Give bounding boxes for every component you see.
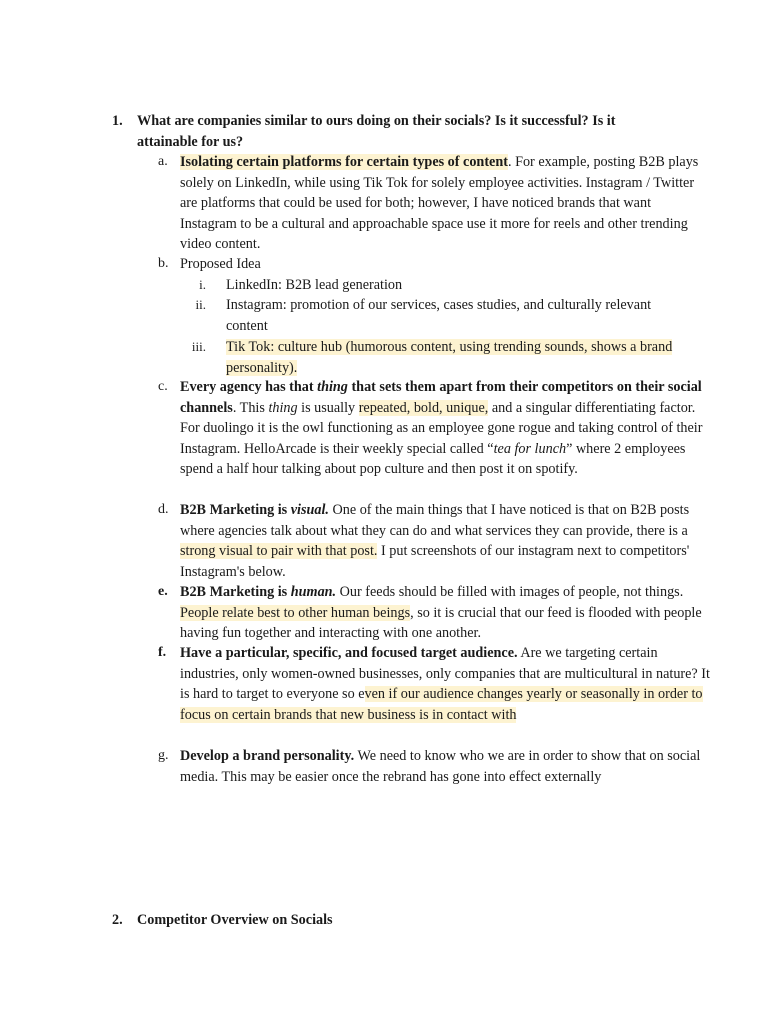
body-text: and a singular differentiating factor. For duolingo it is the owl functioning as an employee gone rogue and taking control of their Instagram. HelloArcade is their weekly special called “	[180, 399, 703, 457]
sub-marker: i.	[199, 277, 206, 292]
sub-item-text	[226, 337, 676, 378]
item-marker: c.	[158, 379, 168, 394]
bold-text: Have a particular, specific, and focused target audience.	[180, 645, 518, 661]
body-text: One of the main things that I have noticed is that on B2B posts where agencies talk about what they can do and what services they can provide, there is a	[180, 502, 690, 539]
italic-text: tea for lunch	[493, 440, 567, 457]
bold-text: Every agency has that	[180, 379, 318, 395]
item-marker: f.	[158, 645, 167, 660]
sub-marker: iii.	[191, 339, 206, 354]
bold-text: Develop a brand personality.	[180, 748, 355, 764]
highlight-text: strong visual to pair with that post.	[180, 543, 378, 559]
question-text: Competitor Overview on Socials	[137, 912, 333, 928]
body-text: . This	[232, 399, 269, 416]
italic-text: thing	[268, 399, 298, 416]
sub-item-text: Instagram: promotion of our services, cases studies, and culturally relevant content	[226, 297, 652, 334]
body-text: We need to know who we are in order to show that on social media. This may be easier once the rebrand has gone into effect externally	[180, 748, 701, 785]
body-text: Are we targeting certain industries, only women-owned businesses, only companies that are multicultural in nature? It is hard to target to everyone so e	[180, 645, 710, 702]
sub-marker: ii.	[195, 297, 206, 312]
highlight-bold: Isolating certain platforms for certain types of content	[180, 154, 508, 170]
question-number: 1.	[112, 113, 123, 129]
bold-italic-text: thing	[317, 379, 348, 395]
item-text	[180, 746, 710, 787]
item-marker: g.	[158, 748, 169, 763]
item-marker: a.	[158, 154, 168, 169]
item-marker: b.	[158, 256, 169, 271]
bold-text: B2B Marketing is	[180, 584, 291, 600]
item-marker: e.	[158, 584, 168, 599]
item-text	[180, 582, 710, 644]
item-text	[180, 500, 710, 582]
item-text	[180, 152, 710, 255]
question-text: What are companies similar to ours doing on their socials? Is it successful? Is it attainable for us?	[137, 113, 616, 150]
item-text	[180, 377, 710, 480]
body-text: . For example, posting B2B plays solely on LinkedIn, while using Tik Tok for solely employee activities. Instagram / Twitter are platforms that could be used for both; however, I have noticed brands that want Instagram to be a cultural and approachable space use it more for reels and other trending video content.	[180, 154, 699, 252]
body-text: , so it is crucial that our feed is flooded with people having fun together and interacting with one another.	[180, 604, 702, 641]
highlight-text: ven if our audience changes yearly or seasonally in order to focus on certain brands that new business is in contact with	[180, 686, 703, 723]
highlight-text: repeated, bold, unique,	[358, 399, 489, 416]
highlight-text: People relate best to other human beings	[180, 604, 411, 621]
item-marker: d.	[158, 502, 169, 517]
body-text: is usually	[297, 399, 359, 416]
bold-italic-text: visual.	[290, 502, 329, 518]
highlight-text: Tik Tok: culture hub (humorous content, using trending sounds, shows a brand personality).	[226, 339, 673, 376]
bold-text: that sets them apart from their competitors on their social channels	[180, 379, 702, 416]
item-text	[180, 643, 710, 725]
body-text: ” where 2 employees spend a half hour talking about pop culture and then post it on spotify.	[180, 440, 686, 477]
body-text: Our feeds should be filled with images of people, not things.	[336, 584, 684, 600]
body-text: I put screenshots of our instagram next to competitors' Instagram's below.	[180, 543, 690, 580]
question-number: 2.	[112, 912, 123, 928]
item-text: Proposed Idea	[180, 256, 261, 272]
bold-text: B2B Marketing is	[180, 502, 291, 518]
sub-item-text: LinkedIn: B2B lead generation	[226, 277, 403, 293]
bold-italic-text: human.	[290, 584, 337, 600]
